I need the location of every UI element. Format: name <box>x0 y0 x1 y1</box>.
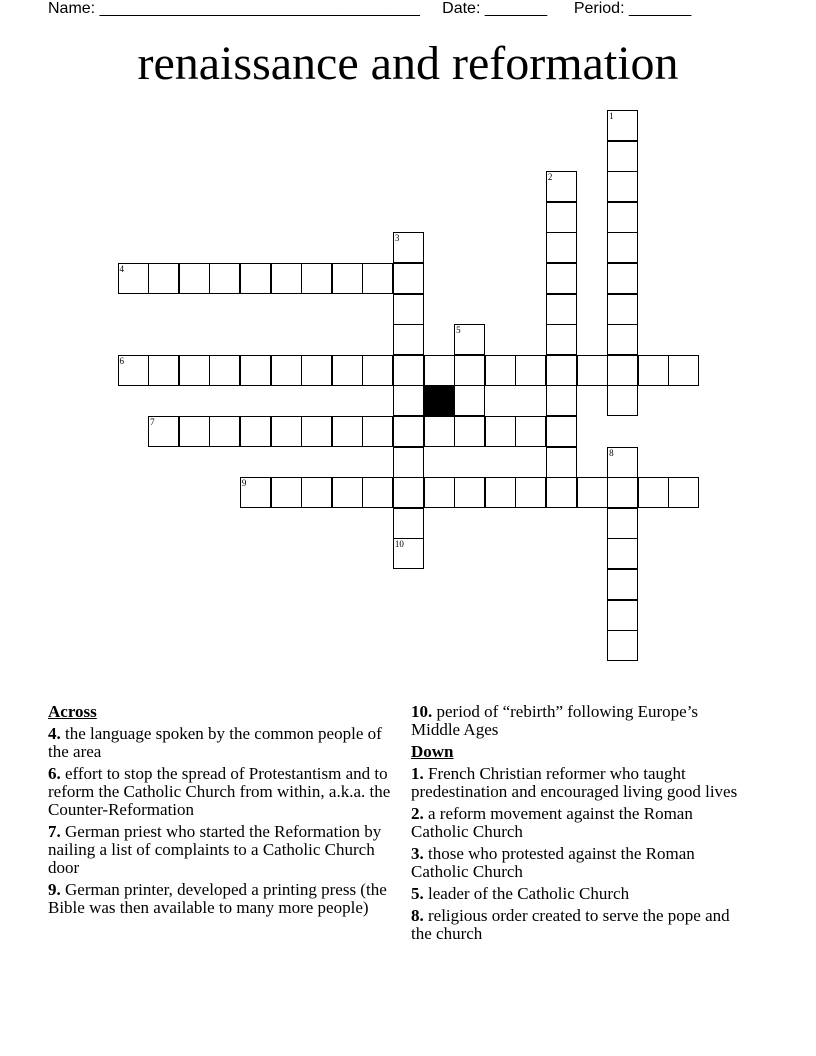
grid-cell[interactable] <box>393 355 424 386</box>
grid-cell[interactable] <box>301 263 332 294</box>
cell-number: 10 <box>394 539 404 550</box>
clue-number: 8. <box>411 906 424 925</box>
grid-cell[interactable] <box>393 447 424 478</box>
grid-cell[interactable] <box>607 538 638 569</box>
grid-cell[interactable] <box>607 447 638 478</box>
grid-cell[interactable] <box>332 477 363 508</box>
down-clue <box>411 907 751 943</box>
grid-cell[interactable] <box>118 355 149 386</box>
clue-text: effort to stop the spread of Protestantism and to reform the Catholic Church from within, a.k.a. the Counter-Reformation <box>48 764 391 819</box>
grid-cell[interactable] <box>546 263 577 294</box>
across-clue <box>48 823 406 877</box>
clue-text: German printer, developed a printing press (the Bible was then available to many more people) <box>48 880 387 917</box>
clue-text: a reform movement against the Roman Catholic Church <box>411 804 693 841</box>
grid-cell[interactable] <box>607 171 638 202</box>
grid-cell[interactable] <box>546 171 577 202</box>
grid-cell[interactable] <box>454 477 485 508</box>
date-field[interactable]: Date: _______ <box>442 0 548 17</box>
down-clue <box>411 805 751 841</box>
clue-text: French Christian reformer who taught predestination and encouraged living good lives <box>411 764 738 801</box>
grid-cell[interactable] <box>607 477 638 508</box>
grid-cell[interactable] <box>148 355 179 386</box>
grid-cell[interactable] <box>607 324 638 355</box>
grid-cell[interactable] <box>668 477 699 508</box>
grid-cell[interactable] <box>179 355 210 386</box>
grid-cell[interactable] <box>546 232 577 263</box>
grid-cell[interactable] <box>607 110 638 141</box>
grid-cell[interactable] <box>301 416 332 447</box>
cell-number: 5 <box>456 325 461 336</box>
grid-cell[interactable] <box>301 355 332 386</box>
grid-cell[interactable] <box>393 477 424 508</box>
grid-cell[interactable] <box>209 416 240 447</box>
clue-text: those who protested against the Roman Catholic Church <box>411 844 695 881</box>
grid-cell[interactable] <box>240 477 271 508</box>
grid-cell[interactable] <box>607 263 638 294</box>
grid-cell[interactable] <box>607 569 638 600</box>
grid-cell[interactable] <box>607 508 638 539</box>
grid-cell[interactable] <box>515 416 546 447</box>
cell-number: 2 <box>547 172 553 183</box>
grid-cell[interactable] <box>332 263 363 294</box>
grid-cell[interactable] <box>607 232 638 263</box>
clues-column-left <box>48 703 406 921</box>
clue-text: period of “rebirth” following Europe’s Middle Ages <box>411 702 699 739</box>
grid-cell[interactable] <box>577 355 608 386</box>
grid-cell[interactable] <box>209 263 240 294</box>
cell-number: 3 <box>394 233 400 244</box>
grid-cell[interactable] <box>271 355 302 386</box>
grid-cell[interactable] <box>454 355 485 386</box>
grid-cell[interactable] <box>546 355 577 386</box>
grid-cell[interactable] <box>546 324 577 355</box>
grid-cell[interactable] <box>209 355 240 386</box>
grid-cell[interactable] <box>638 355 669 386</box>
down-heading: Down <box>411 742 454 761</box>
clue-text: German priest who started the Reformation by nailing a list of complaints to a Catholic Church door <box>48 822 382 877</box>
grid-cell[interactable] <box>362 477 393 508</box>
grid-cell[interactable] <box>393 538 424 569</box>
grid-cell[interactable] <box>577 477 608 508</box>
grid-cell[interactable] <box>607 202 638 233</box>
grid-cell[interactable] <box>240 355 271 386</box>
grid-cell[interactable] <box>546 416 577 447</box>
grid-cell[interactable] <box>515 355 546 386</box>
page-title: renaissance and reformation <box>137 37 679 90</box>
grid-cell[interactable] <box>607 141 638 172</box>
grid-cell[interactable] <box>454 416 485 447</box>
grid-cell[interactable] <box>179 416 210 447</box>
grid-cell[interactable] <box>454 324 485 355</box>
grid-cell[interactable] <box>607 355 638 386</box>
grid-cell[interactable] <box>393 385 424 416</box>
grid-cell[interactable] <box>485 355 516 386</box>
period-field[interactable]: Period: _______ <box>573 0 692 17</box>
grid-cell[interactable] <box>332 355 363 386</box>
grid-cell[interactable] <box>362 355 393 386</box>
grid-cell[interactable] <box>240 263 271 294</box>
clue-number: 5. <box>411 884 424 903</box>
cell-number: 7 <box>150 417 155 427</box>
grid-cell[interactable] <box>393 324 424 355</box>
grid-cell[interactable] <box>638 477 669 508</box>
grid-cell[interactable] <box>485 416 516 447</box>
across-clue <box>48 881 406 917</box>
cell-number: 1 <box>609 111 614 121</box>
clue-number: 3. <box>411 844 424 863</box>
down-clue <box>411 765 751 801</box>
grid-cell[interactable] <box>546 294 577 325</box>
grid-cell[interactable] <box>424 477 455 508</box>
grid-cell[interactable] <box>118 263 149 294</box>
grid-cell[interactable] <box>332 416 363 447</box>
grid-cell[interactable] <box>424 416 455 447</box>
clue-number: 4. <box>48 724 61 743</box>
clue-number: 6. <box>48 764 61 783</box>
name-field[interactable]: Name: ____________________________________ <box>48 0 420 17</box>
across-clue <box>411 703 751 739</box>
grid-cell[interactable] <box>485 477 516 508</box>
grid-cell[interactable] <box>179 263 210 294</box>
grid-cell[interactable] <box>393 294 424 325</box>
grid-cell[interactable] <box>515 477 546 508</box>
clue-text: leader of the Catholic Church <box>423 884 630 903</box>
clue-text: the language spoken by the common people of the area <box>48 724 382 761</box>
clues-column-right <box>411 703 751 947</box>
cell-number: 6 <box>119 355 124 366</box>
grid-cell[interactable] <box>607 385 638 416</box>
grid-cell[interactable] <box>301 477 332 508</box>
grid-cell[interactable] <box>546 477 577 508</box>
clue-number: 7. <box>48 822 61 841</box>
down-clue <box>411 885 751 903</box>
across-clue <box>48 765 406 819</box>
grid-cell[interactable] <box>393 263 424 294</box>
grid-cell[interactable] <box>271 263 302 294</box>
cell-number: 9 <box>241 478 247 489</box>
clue-number: 10. <box>411 702 433 721</box>
across-heading: Across <box>48 702 97 721</box>
grid-cell[interactable] <box>546 385 577 416</box>
grid-cell[interactable] <box>546 202 577 233</box>
cell-number: 8 <box>609 447 614 458</box>
grid-cell[interactable] <box>424 355 455 386</box>
grid-cell[interactable] <box>668 355 699 386</box>
blocked-cell <box>424 385 455 416</box>
grid-cell[interactable] <box>240 416 271 447</box>
grid-cell[interactable] <box>454 385 485 416</box>
cell-number: 4 <box>119 264 124 274</box>
grid-cell[interactable] <box>393 508 424 539</box>
grid-cell[interactable] <box>393 416 424 447</box>
clue-number: 1. <box>411 764 424 783</box>
grid-cell[interactable] <box>148 416 179 447</box>
clue-text: religious order created to serve the pope and the church <box>411 906 730 943</box>
grid-cell[interactable] <box>362 263 393 294</box>
clue-number: 2. <box>411 804 424 823</box>
grid-cell[interactable] <box>607 294 638 325</box>
grid-cell[interactable] <box>271 416 302 447</box>
down-clue <box>411 845 751 881</box>
grid-cell[interactable] <box>607 630 638 661</box>
grid-cell[interactable] <box>148 263 179 294</box>
grid-cell[interactable] <box>546 447 577 478</box>
grid-cell[interactable] <box>271 477 302 508</box>
across-clue <box>48 725 406 761</box>
grid-cell[interactable] <box>362 416 393 447</box>
grid-cell[interactable] <box>393 232 424 263</box>
clue-number: 9. <box>48 880 61 899</box>
grid-cell[interactable] <box>607 600 638 631</box>
